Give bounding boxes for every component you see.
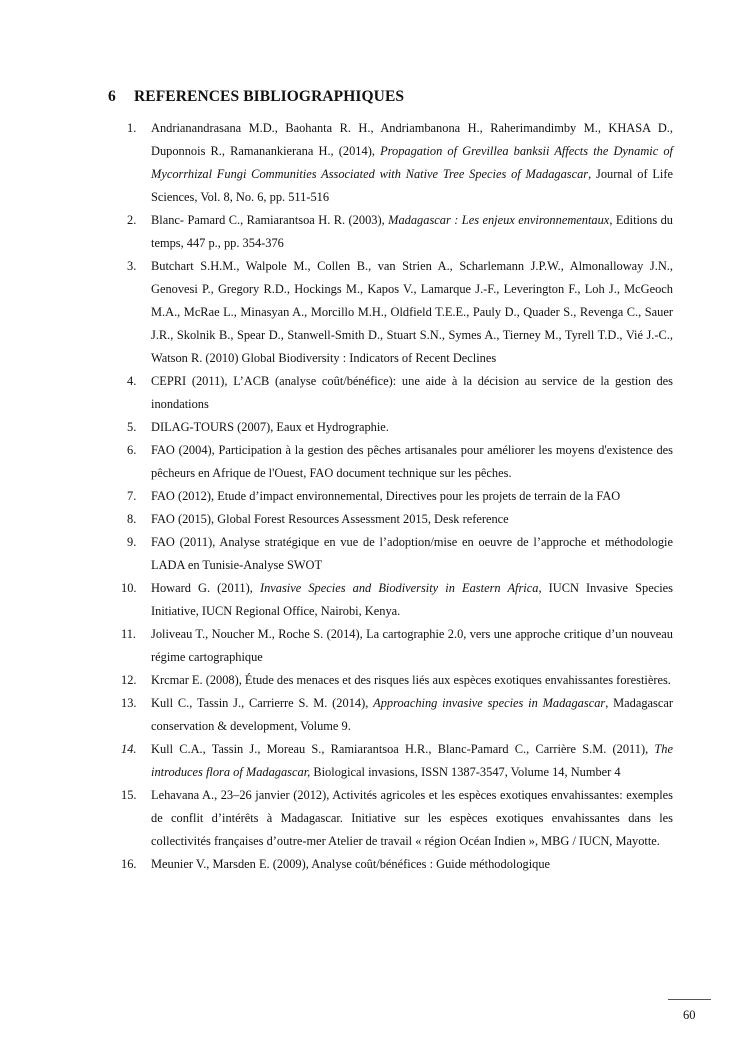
reference-text: FAO (2015), Global Forest Resources Assessment 2015, Desk reference (151, 512, 509, 526)
reference-item (0, 853, 745, 876)
reference-title: The introduces flora of Madagascar, (151, 742, 673, 779)
reference-number: 6. (127, 443, 137, 457)
page-number: 60 (683, 1008, 696, 1022)
reference-item (0, 485, 745, 508)
reference-number: 14. (121, 742, 137, 756)
reference-text: Blanc- Pamard C., Ramiarantsoa H. R. (2003), Madagascar : Les enjeux environnementaux, Editions du temps, 447 p., pp. 354-376 (151, 213, 673, 250)
reference-text: FAO (2011), Analyse stratégique en vue de l’adoption/mise en oeuvre de l’approche et méthodologie LADA en Tunisie-Analyse SWOT (151, 535, 673, 572)
reference-list (0, 117, 745, 876)
reference-number: 8. (127, 512, 137, 526)
reference-text: Kull C., Tassin J., Carrierre S. M. (2014), Approaching invasive species in Madagascar, Madagascar conservation & development, Volume 9. (151, 696, 673, 733)
section-title: REFERENCES BIBLIOGRAPHIQUES (134, 88, 405, 105)
reference-number: 1. (127, 121, 137, 135)
reference-number: 5. (127, 420, 137, 434)
reference-item (0, 692, 745, 738)
reference-number: 2. (127, 213, 137, 227)
reference-item (0, 784, 745, 853)
reference-text: Andrianandrasana M.D., Baohanta R. H., Andriambanona H., Raherimandimby M., KHASA D., Duponnois R., Ramanankierana H., (2014), Propagation of Grevillea banksii Affects the Dynamic of Mycorrhizal Fungi Communities Associated with Native Tree Species of Madagascar, Journal of Life Sciences, Vol. 8, No. 6, pp. 511-516 (151, 121, 673, 204)
reference-number: 10. (121, 581, 137, 595)
reference-item (0, 255, 745, 370)
reference-item (0, 531, 745, 577)
section-number: 6 (108, 88, 116, 105)
reference-number: 15. (121, 788, 137, 802)
reference-number: 11. (121, 627, 137, 641)
reference-text: Howard G. (2011), Invasive Species and Biodiversity in Eastern Africa, IUCN Invasive Species Initiative, IUCN Regional Office, Nairobi, Kenya. (151, 581, 673, 618)
reference-number: 12. (121, 673, 137, 687)
reference-text: Lehavana A., 23–26 janvier (2012), Activités agricoles et les espèces exotiques envahissantes: exemples de conflit d’intérêts à Madagascar. Initiative sur les espèces exotiques envahissantes dans les collectivités françaises d’outre-mer Atelier de travail « région Océan Indien », MBG / IUCN, Mayotte. (151, 788, 673, 848)
reference-item (0, 439, 745, 485)
reference-title: Madagascar : Les enjeux environnementaux (388, 213, 610, 227)
reference-item (0, 416, 745, 439)
reference-number: 13. (121, 696, 137, 710)
reference-number: 3. (127, 259, 137, 273)
reference-text: Butchart S.H.M., Walpole M., Collen B., van Strien A., Scharlemann J.P.W., Almonalloway J.N., Genovesi P., Gregory R.D., Hockings M., Kapos V., Lamarque J.-F., Leverington F., Loh J., McGeoch M.A., McRae L., Minasyan A., Morcillo M.H., Oldfield T.E.E., Pauly D., Quader S., Revenga C., Sauer J.R., Skolnik B., Spear D., Stanwell-Smith D., Stuart S.N., Symes A., Tierney M., Tyrell T.D., Vié J.-C., Watson R. (2010) Global Biodiversity : Indicators of Recent Declines (151, 259, 673, 365)
reference-text: Krcmar E. (2008), Étude des menaces et des risques liés aux espèces exotiques envahissantes forestières. (151, 673, 671, 687)
reference-number: 16. (121, 857, 137, 871)
reference-item (0, 623, 745, 669)
reference-text: DILAG-TOURS (2007), Eaux et Hydrographie. (151, 420, 389, 434)
reference-item (0, 117, 745, 209)
reference-number: 9. (127, 535, 137, 549)
reference-number: 7. (127, 489, 137, 503)
reference-item (0, 370, 745, 416)
reference-title: Propagation of Grevillea banksii Affects the Dynamic of Mycorrhizal Fungi Communities Associated with Native Tree Species of Madagascar (151, 144, 673, 181)
reference-item (0, 669, 745, 692)
reference-item (0, 577, 745, 623)
reference-text: CEPRI (2011), L’ACB (analyse coût/bénéfice): une aide à la décision au service de la gestion des inondations (151, 374, 673, 411)
reference-text: FAO (2012), Etude d’impact environnemental, Directives pour les projets de terrain de la FAO (151, 489, 621, 503)
section-heading (108, 88, 404, 106)
reference-number: 4. (127, 374, 137, 388)
reference-item (0, 209, 745, 255)
reference-title: Invasive Species and Biodiversity in Eastern Africa (259, 581, 539, 595)
reference-item (0, 508, 745, 531)
reference-text: FAO (2004), Participation à la gestion des pêches artisanales pour améliorer les moyens d'existence des pêcheurs en Afrique de l'Ouest, FAO document technique sur les pêches. (151, 443, 673, 480)
reference-text: Kull C.A., Tassin J., Moreau S., Ramiarantsoa H.R., Blanc-Pamard C., Carrière S.M. (2011), The introduces flora of Madagascar, Biological invasions, ISSN 1387-3547, Volume 14, Number 4 (151, 742, 673, 779)
footer-divider (668, 999, 711, 1000)
reference-text: Joliveau T., Noucher M., Roche S. (2014), La cartographie 2.0, vers une approche critique d’un nouveau régime cartographique (151, 627, 673, 664)
reference-text: Meunier V., Marsden E. (2009), Analyse coût/bénéfices : Guide méthodologique (151, 857, 551, 871)
reference-item (0, 738, 745, 784)
reference-title: Approaching invasive species in Madagascar (373, 696, 606, 710)
